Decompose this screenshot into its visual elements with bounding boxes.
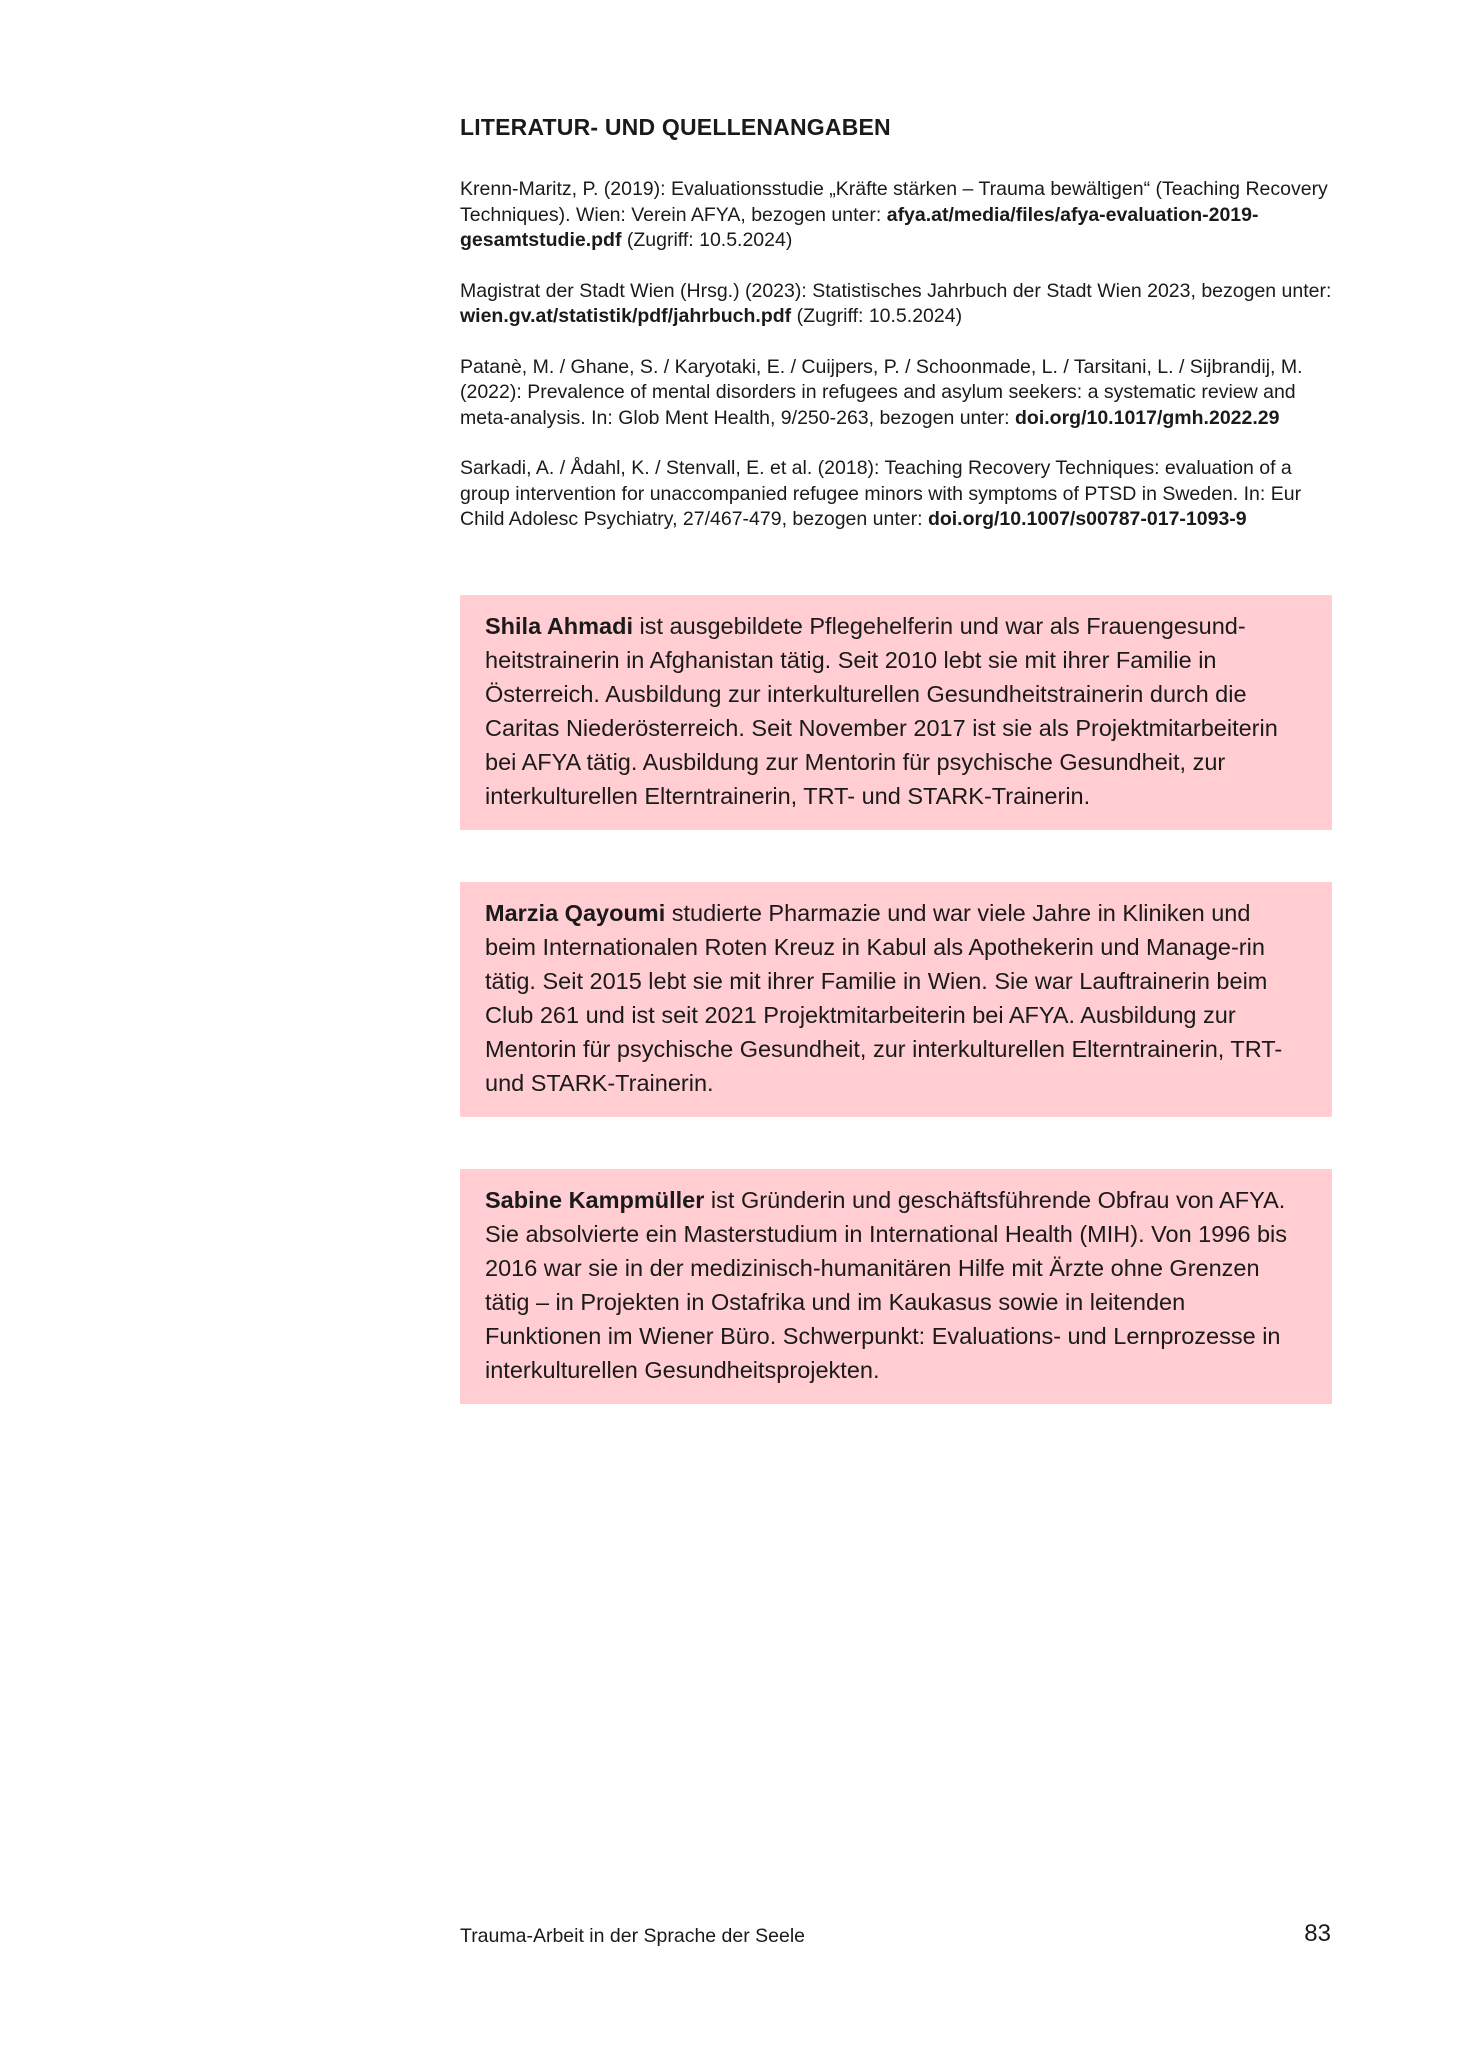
reference-text: Sarkadi, A. / Ådahl, K. / Stenvall, E. et al. (2018): Teaching Recovery Techniques: evaluation of a group intervention for unaccompanied refugee minors with symptoms of PTSD in Sweden. In: Eur Child Adolesc Psychiatry, 27/467-479, bezogen unter:: [460, 457, 1302, 530]
reference-list: [460, 177, 1332, 558]
reference-link[interactable]: doi.org/10.1017/gmh.2022.29: [1015, 406, 1280, 429]
reference-access-date: (Zugriff: 10.5.2024): [621, 229, 793, 251]
reference-entry: [460, 279, 1332, 330]
reference-access-date: (Zugriff: 10.5.2024): [791, 305, 963, 327]
footer-title: Trauma-Arbeit in der Sprache der Seele: [460, 1925, 806, 1947]
reference-link[interactable]: doi.org/10.1007/s00787-017-1093-9: [927, 508, 1247, 530]
author-bio-text: studierte Pharmazie und war viele Jahre in Kliniken und beim Internationalen Roten Kreuz in Kabul als Apothekerin und Manage-rin tätig. Seit 2015 lebt sie mit ihrer Familie in Wien. Sie war Lauftrainerin beim Club 261 und ist seit 2021 Projektmitarbeiterin bei AFYA. Ausbildung zur Mentorin für psychische Gesundheit, zur interkulturellen Elterntrainerin, TRT- und STARK-Trainerin.: [485, 900, 1283, 1096]
author-name: Marzia Qayoumi: [485, 900, 666, 926]
author-bio-text: ist ausgebildete Pflegehelferin und war als Frauengesund-heitstrainerin in Afghanistan tätig. Seit 2010 lebt sie mit ihrer Familie in Österreich. Ausbildung zur interkulturellen Gesundheitstrainerin durch die Caritas Niederösterreich. Seit November 2017 ist sie als Projektmitarbeiterin bei AFYA tätig. Ausbildung zur Mentorin für psychische Gesundheit, zur interkulturellen Elterntrainerin, TRT- und STARK-Trainerin.: [485, 613, 1278, 809]
page-number: 83: [1304, 1920, 1331, 1947]
author-bio-text: ist Gründerin und geschäftsführende Obfrau von AFYA. Sie absolvierte ein Masterstudium in International Health (MIH). Von 1996 bis 2016 war sie in der medizinisch-humanitären Hilfe mit Ärzte ohne Grenzen tätig – in Projekten in Ostafrika und im Kaukasus sowie in leitenden Funktionen im Wiener Büro. Schwerpunkt: Evaluations- und Lernprozesse in interkulturellen Gesundheitsprojekten.: [485, 1187, 1288, 1383]
author-bio-box: [460, 1169, 1332, 1404]
reference-entry: [460, 355, 1332, 432]
author-bio-box: [460, 595, 1332, 830]
author-name: Shila Ahmadi: [485, 613, 633, 639]
reference-link[interactable]: wien.gv.at/statistik/pdf/jahrbuch.pdf: [460, 305, 792, 327]
reference-text: Magistrat der Stadt Wien (Hrsg.) (2023): Statistisches Jahrbuch der Stadt Wien 2023, bezogen unter:: [460, 279, 1332, 302]
author-bio-box: [460, 882, 1332, 1117]
reference-entry: [460, 456, 1332, 533]
reference-entry: [460, 177, 1332, 254]
section-heading: LITERATUR- UND QUELLENANGABEN: [460, 114, 891, 140]
author-name: Sabine Kampmüller: [485, 1187, 705, 1213]
reference-text: Patanè, M. / Ghane, S. / Karyotaki, E. / Cuijpers, P. / Schoonmade, L. / Tarsitani, L. / Sijbrandij, M. (2022): Prevalence of mental disorders in refugees and asylum seekers: a systematic review and meta-analysis. In: Glob Ment Health, 9/250-263, bezogen unter:: [460, 355, 1303, 429]
reference-link[interactable]: afya.at/media/files/afya-evaluation-2019-gesamtstudie.pdf: [460, 203, 1259, 251]
reference-text: Krenn-Maritz, P. (2019): Evaluationsstudie „Kräfte stärken – Trauma bewältigen“ (Teaching Recovery Techniques). Wien: Verein AFYA, bezogen unter:: [460, 178, 1328, 226]
